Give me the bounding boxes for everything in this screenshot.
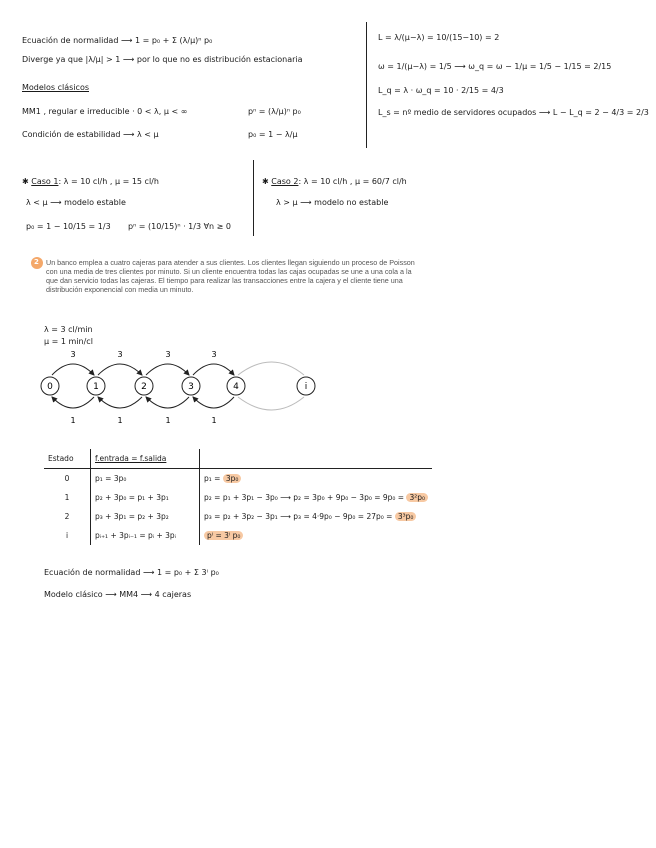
- table-row: [44, 526, 432, 545]
- table-row: [44, 507, 432, 526]
- table-row: [44, 469, 432, 489]
- W-formula: ω = 1/(μ−λ) = 1/5 ⟶ ω_q = ω − 1/μ = 1/5 − 1/15 = 2/15: [378, 62, 612, 71]
- case2-heading: ✱ Caso 2: λ = 10 cl/h , μ = 60/7 cl/h: [262, 177, 407, 186]
- highlighted-result: pⁱ = 3ⁱ p₀: [204, 531, 243, 540]
- case2-params: : λ = 10 cl/h , μ = 60/7 cl/h: [298, 177, 407, 186]
- case1-p0: p₀ = 1 − 10/15 = 1/3: [26, 222, 111, 231]
- p0-formula: p₀ = 1 − λ/μ: [248, 130, 298, 139]
- L-formula: L = λ/(μ−λ) = 10/(15−10) = 2: [378, 33, 500, 42]
- case1-params: : λ = 10 cl/h , μ = 15 cl/h: [58, 177, 159, 186]
- classic-model: Modelo clásico ⟶ MM4 ⟶ 4 cajeras: [44, 590, 192, 599]
- mm1-description: MM1 , regular e irreducible · 0 < λ, μ < ∞: [22, 107, 188, 116]
- row-solution: p₁ = 3p₀: [200, 469, 433, 489]
- row-state: 0: [64, 474, 70, 483]
- state-label-2: 2: [141, 382, 147, 392]
- arc-forward-2: [146, 364, 189, 375]
- forward-rate-2: 3: [165, 350, 171, 359]
- stability-condition: Condición de estabilidad ⟶ λ < μ: [22, 130, 159, 139]
- row-solution: [200, 526, 433, 545]
- forward-rate-1: 3: [117, 350, 123, 359]
- backward-rate-1: 1: [117, 416, 123, 425]
- state-label-i: i: [304, 382, 308, 392]
- backward-rate-3: 1: [211, 416, 217, 425]
- arc-backward-gap: [238, 397, 304, 410]
- forward-rate-3: 3: [211, 350, 217, 359]
- state-transition-diagram: [28, 345, 328, 435]
- arc-forward-0: [52, 364, 94, 375]
- arc-backward-3: [193, 397, 234, 408]
- table-row: [44, 488, 432, 507]
- arc-backward-1: [98, 397, 142, 408]
- case1-pn: pⁿ = (10/15)ⁿ · 1/3 ∀n ≥ 0: [128, 222, 232, 231]
- backward-rate-2: 1: [165, 416, 171, 425]
- arc-forward-1: [98, 364, 142, 375]
- highlighted-result: 3p₀: [223, 474, 242, 483]
- row-state: 2: [64, 512, 70, 521]
- row-balance: p₂ + 3p₀ = p₁ + 3p₁: [91, 488, 200, 507]
- state-label-4: 4: [233, 382, 239, 392]
- arc-forward-3: [193, 364, 234, 375]
- column-divider: [366, 22, 367, 148]
- mu-value: μ = 1 min/cl: [44, 337, 93, 346]
- pn-formula: pⁿ = (λ/μ)ⁿ p₀: [248, 107, 301, 116]
- row-balance: p₃ + 3p₁ = p₂ + 3p₂: [91, 507, 200, 526]
- case1-heading: ✱ Caso 1: λ = 10 cl/h , μ = 15 cl/h: [22, 177, 159, 186]
- case2-unstable: λ > μ ⟶ modelo no estable: [276, 198, 389, 207]
- state-label-3: 3: [188, 382, 194, 392]
- final-normalization: Ecuación de normalidad ⟶ 1 = p₀ + Σ 3ⁱ p₀: [44, 568, 219, 577]
- normalization-equation: Ecuación de normalidad ⟶ 1 = p₀ + Σ (λ/μ)ⁿ p₀: [22, 36, 213, 45]
- balance-table: [44, 449, 432, 545]
- table-header: [44, 449, 432, 469]
- case1-stable: λ < μ ⟶ modelo estable: [26, 198, 126, 207]
- Lq-formula: L_q = λ · ω_q = 10 · 2/15 = 4/3: [378, 86, 504, 95]
- lambda-value: λ = 3 cl/min: [44, 325, 93, 334]
- problem-statement: Un banco emplea a cuatro cajeras para atender a sus clientes. Los clientes llegan siguiendo un proceso de Poisson con una media de tres clientes por minuto. Si un cliente encuentra todas las cajas ocupadas se une a una cola a la que dan servicio todas las cajeras. El tiempo para realizar las transacciones entre la cajera y el cliente tiene una distribución exponencial con media un minuto.: [46, 258, 415, 294]
- row-state: i: [65, 531, 69, 540]
- forward-rate-0: 3: [70, 350, 76, 359]
- arc-backward-0: [52, 397, 94, 408]
- arc-forward-gap: [238, 362, 304, 375]
- state-label-0: 0: [47, 382, 53, 392]
- highlighted-result: 3³p₀: [395, 512, 417, 521]
- highlighted-result: 3²p₀: [406, 493, 428, 502]
- case1-title: Caso 1: [31, 177, 59, 186]
- header-state: Estado: [44, 449, 91, 469]
- diverges-note: Diverge ya que |λ/μ| > 1 ⟶ por lo que no es distribución estacionaria: [22, 55, 303, 64]
- models-title: Modelos clásicos: [22, 83, 89, 92]
- case-divider: [253, 160, 254, 236]
- row-state: 1: [64, 493, 70, 502]
- Ls-formula: L_s = nº medio de servidores ocupados ⟶ L − L_q = 2 − 4/3 = 2/3: [378, 108, 649, 117]
- backward-rate-0: 1: [70, 416, 76, 425]
- case2-title: Caso 2: [271, 177, 299, 186]
- row-balance: pᵢ₊₁ + 3pᵢ₋₁ = pᵢ + 3pᵢ: [91, 526, 200, 545]
- header-balance: f.entrada = f.salida: [91, 449, 200, 469]
- header-solution: [200, 449, 433, 469]
- row-balance: p₁ = 3p₀: [91, 469, 200, 489]
- row-solution: p₃ = p₂ + 3p₂ − 3p₁ ⟶ p₃ = 4·9p₀ − 9p₀ = 27p₀ = 3³p₀: [200, 507, 433, 526]
- arc-backward-2: [146, 397, 189, 408]
- state-label-1: 1: [93, 382, 99, 392]
- problem-number-badge: 2: [31, 257, 43, 269]
- row-solution: p₂ = p₁ + 3p₁ − 3p₀ ⟶ p₂ = 3p₀ + 9p₀ − 3p₀ = 9p₀ = 3²p₀: [200, 488, 433, 507]
